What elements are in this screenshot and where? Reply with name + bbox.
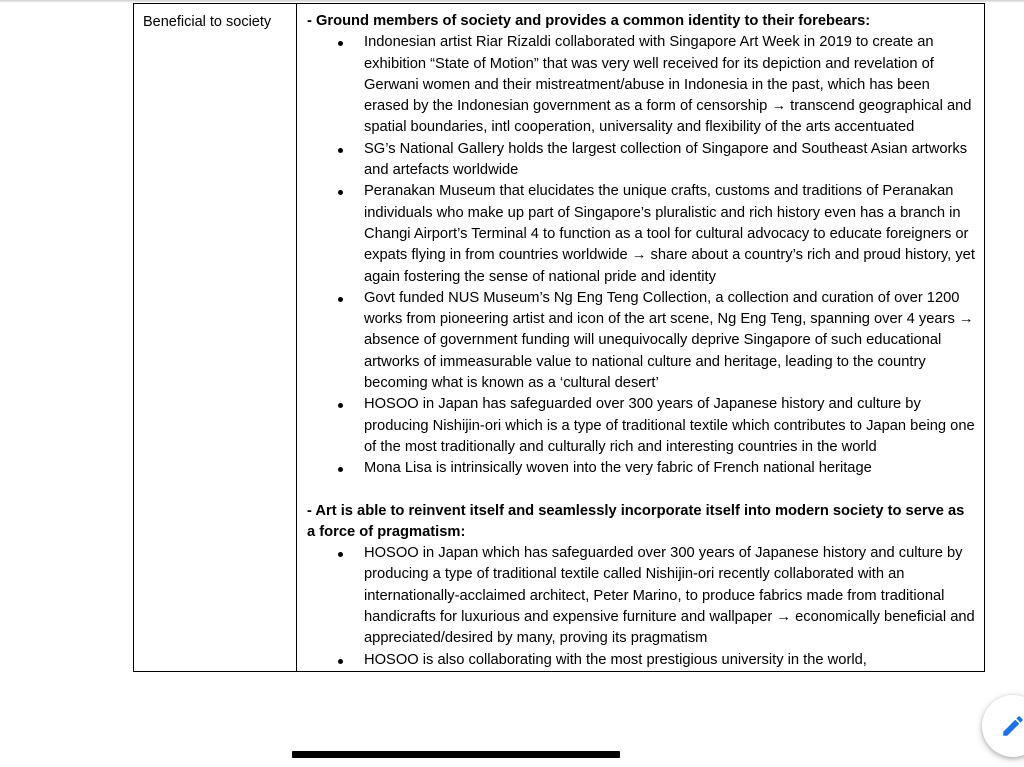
bullet-list-2 (307, 543, 976, 671)
horizontal-scrollbar-thumb[interactable] (292, 751, 620, 758)
list-item (307, 32, 976, 138)
bullet-dot-icon (338, 41, 343, 46)
bullet-dot-icon (338, 467, 343, 472)
list-item (307, 139, 976, 182)
bullet-dot-icon (338, 403, 343, 408)
bullet-dot-icon (338, 659, 343, 664)
list-item-text: SG’s National Gallery holds the largest collection of Singapore and Southeast Asian artworks and artefacts worldwide (364, 140, 968, 179)
top-scroll-shadow (0, 0, 1024, 3)
body-content (297, 4, 984, 671)
list-item-text: HOSOO in Japan has safeguarded over 300 years of Japanese history and culture by producing Nishijin-ori which is a type of traditional textile which contributes to Japan being one of the most traditionally and culturally rich and interesting countries in the world (364, 396, 975, 455)
bullet-dot-icon (338, 190, 343, 195)
list-item-text: Govt funded NUS Museum’s Ng Eng Teng Collection, a collection and curation of over 1200 works from pioneering artist and icon of the art scene, Ng Eng Teng, spanning over 4 years → absence of government funding will unequivocally deprive Singapore of such educational artworks of immeasurable value to national culture and heritage, leading to the country becoming what is known as a ‘cultural desert’ (364, 289, 974, 392)
section-heading-2: - Art is able to reinvent itself and seamlessly incorporate itself into modern society to serve as a force of pragmatism: (307, 502, 965, 540)
list-item (307, 288, 976, 394)
list-item (307, 543, 976, 649)
pencil-icon (1000, 713, 1024, 739)
list-item-text: HOSOO in Japan which has safeguarded over 300 years of Japanese history and culture by producing a type of traditional textile called Nishijin-ori recently collaborated with an internationally-acclaimed architect, Peter Marino, to produce fabrics made from traditional handicrafts for luxurious and expensive furniture and wallpaper → economically beneficial and appreciated/desired by many, proving its pragmatism (364, 545, 975, 647)
list-item-text: Mona Lisa is intrinsically woven into the very fabric of French national heritage (364, 460, 872, 477)
list-item-text: Peranakan Museum that elucidates the unique crafts, customs and traditions of Peranakan individuals who make up part of Singapore’s pluralistic and rich history even has a branch in Changi Airport’s Terminal 4 to function as a tool for cultural advocacy to educate foreigners or expats flying in from countries worldwide → share about a country’s rich and proud history, yet again fostering the sense of national pride and identity (364, 183, 975, 285)
list-item (307, 181, 976, 287)
list-item (307, 458, 976, 479)
list-item (307, 394, 976, 458)
list-item-text: Indonesian artist Riar Rizaldi collaborated with Singapore Art Week in 2019 to create an exhibition “State of Motion” that was very well received for its depiction and revelation of Gerwani women and their mistreatment/abuse in Indonesia in the past, which has been erased by the Indonesian government as a form of censorship → transcend geographical and spatial boundaries, intl cooperation, universality and flexibility of the arts accentuated (364, 34, 972, 136)
list-item (307, 650, 976, 671)
section-heading-1: - Ground members of society and provides a common identity to their forebears: (307, 13, 871, 29)
horizontal-scrollbar[interactable] (292, 751, 984, 758)
bullet-dot-icon (338, 297, 343, 302)
category-label: Beneficial to society (143, 14, 272, 30)
list-item-text: HOSOO is also collaborating with the most prestigious university in the world, (364, 651, 867, 668)
bullet-dot-icon (338, 552, 343, 557)
table-row (134, 4, 985, 672)
page-left-margin (0, 3, 133, 767)
table-cell-category (134, 4, 297, 672)
content-table (133, 3, 985, 672)
table-cell-body (297, 4, 985, 672)
bullet-dot-icon (338, 148, 343, 153)
bullet-list-1 (307, 32, 976, 479)
